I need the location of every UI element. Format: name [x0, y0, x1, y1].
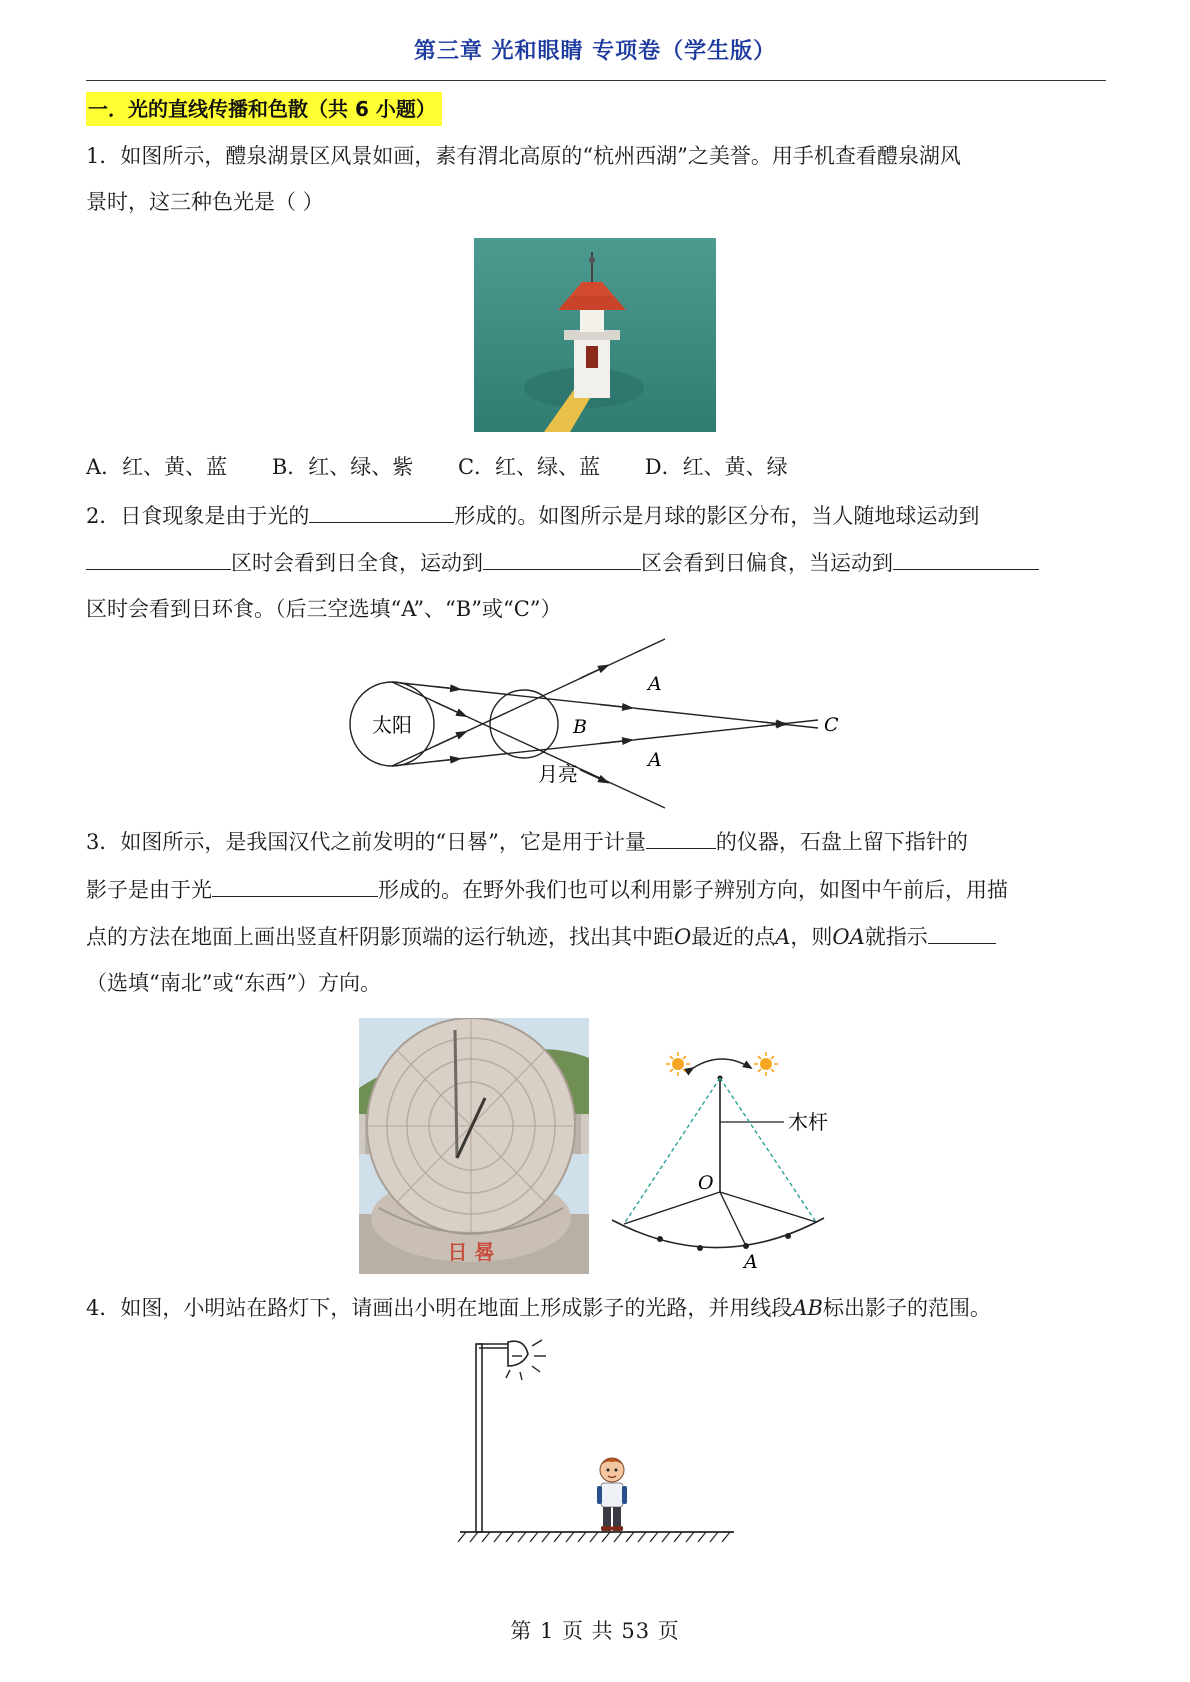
- q4-text-1b: 标出影子的范围。: [822, 1296, 991, 1320]
- q1-options: [86, 444, 1106, 490]
- sun-icon: [754, 1052, 778, 1076]
- region-a-upper-label: A: [648, 673, 662, 695]
- q1-option-b[interactable]: B．红、绿、紫: [271, 455, 414, 479]
- sun-motion-arrow: [693, 1059, 751, 1068]
- q2-line3: 区时会看到日环食。（后三空选填“A”、“B”或“C”）: [86, 597, 562, 621]
- q3-text-o: O: [674, 925, 692, 949]
- q3-text-2b: 形成的。在野外我们也可以利用影子辨别方向，如图中午前后，用描: [378, 878, 1008, 902]
- q2-line2: [86, 539, 1106, 586]
- point-a-label: A: [744, 1251, 758, 1273]
- shadow-trajectory-diagram: [608, 1046, 840, 1274]
- q3-text-3c: ，则: [790, 925, 833, 949]
- eclipse-shadow-diagram: [340, 636, 860, 812]
- q3-line4: （选填“南北”或“东西”）方向。: [86, 971, 381, 995]
- q3-line2: [86, 866, 1106, 913]
- page-number: 第 1 页 共 53 页: [510, 1619, 680, 1643]
- region-c-label: C: [824, 714, 839, 736]
- q3-text-2a: 影子是由于光: [86, 878, 212, 902]
- q4-line1: [86, 1285, 1106, 1331]
- q1-option-a[interactable]: A．红、黄、蓝: [86, 455, 228, 479]
- q2-blank-3[interactable]: [483, 539, 641, 570]
- q3-blank-3[interactable]: [928, 913, 996, 944]
- q3-blank-2[interactable]: [212, 866, 378, 897]
- q1-stem-line2: 景时，这三种色光是（ ）: [86, 190, 324, 214]
- page-title: 第三章 光和眼睛 专项卷（学生版）: [413, 39, 777, 64]
- ground: [458, 1532, 734, 1542]
- moon-label: 月亮: [538, 762, 578, 786]
- q3-blank-1[interactable]: [646, 818, 716, 849]
- q3-line1: [86, 818, 1106, 865]
- street-lamp: [476, 1340, 546, 1532]
- q1-option-c[interactable]: C．红、绿、蓝: [457, 455, 601, 479]
- q3-text-oa: OA: [832, 925, 865, 949]
- q2-text-1b: 形成的。如图所示是月球的影区分布，当人随地球运动到: [454, 504, 980, 528]
- pole-label: 木杆: [788, 1110, 828, 1134]
- region-a-lower-label: A: [648, 749, 662, 771]
- sundial-photo: [359, 1018, 589, 1274]
- q3-text-3a: 点的方法在地面上画出竖直杆阴影顶端的运行轨迹，找出其中距: [86, 925, 674, 949]
- street-lamp-diagram: [456, 1336, 738, 1548]
- header-divider: [86, 80, 1106, 81]
- q2-blank-4[interactable]: [893, 539, 1039, 570]
- q3-text-a: A: [775, 925, 791, 949]
- q3-text-3b: 最近的点: [691, 925, 776, 949]
- q3-text-3d: 就指示: [864, 925, 928, 949]
- q3-text-1a: 3．如图所示，是我国汉代之前发明的“日晷”，它是用于计量: [86, 830, 646, 854]
- section-heading: 一．光的直线传播和色散（共 6 小题）: [86, 92, 442, 126]
- q2-blank-1[interactable]: [309, 492, 454, 523]
- q2-blank-2[interactable]: [86, 539, 231, 570]
- q2-text-1a: 2．日食现象是由于光的: [86, 504, 310, 528]
- q1-stem-line1: 1．如图所示，醴泉湖景区风景如画，素有渭北高原的“杭州西湖”之美誉。用手机查看醴泉湖风: [86, 144, 961, 168]
- shadow-trajectory: [612, 1218, 824, 1248]
- sun-label: 太阳: [372, 713, 412, 737]
- q2-text-2b: 区会看到日偏食，当运动到: [641, 551, 893, 575]
- sun-icon: [666, 1052, 690, 1076]
- q2-line1: [86, 492, 1106, 539]
- q3-text-1b: 的仪器，石盘上留下指针的: [715, 830, 968, 854]
- q4-text-1a: 4．如图，小明站在路灯下，请画出小明在地面上形成影子的光路，并用线段: [86, 1296, 793, 1320]
- sundial-photo-caption: 日 晷: [447, 1240, 495, 1264]
- moon-circle: [490, 690, 558, 758]
- point-o-label: O: [698, 1172, 714, 1194]
- pavilion-photo: [474, 238, 716, 432]
- q1-option-d[interactable]: D．红、黄、绿: [644, 455, 788, 479]
- q4-text-ab: AB: [792, 1296, 823, 1320]
- boy-figure: [597, 1458, 627, 1531]
- region-b-label: B: [573, 716, 587, 738]
- q3-line3: [86, 913, 1106, 960]
- q2-text-2a: 区时会看到日全食，运动到: [231, 551, 483, 575]
